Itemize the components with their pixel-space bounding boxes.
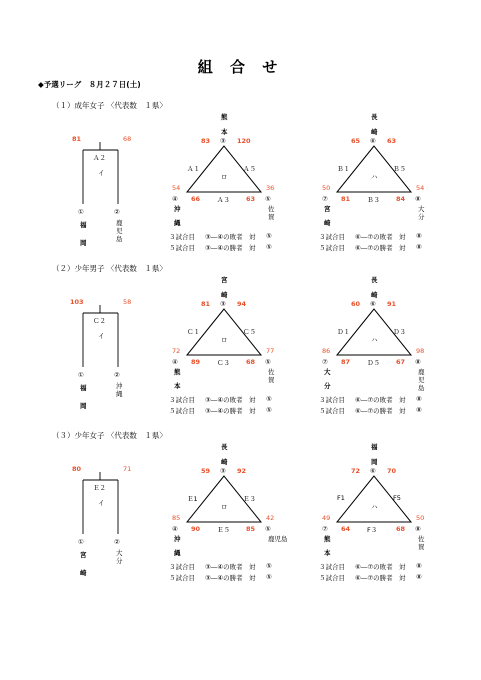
top-team-num: ⑥ (370, 137, 376, 145)
bottom-left-score-outer: 86 (322, 347, 331, 355)
bottom-right-score-outer: 54 (416, 184, 425, 192)
bottom-right-num: ⑧ (415, 358, 421, 366)
bottom-right-score-inner: 84 (396, 195, 406, 203)
bottom-left-team-char: 沖 (174, 535, 181, 543)
note-vs: 対 (249, 233, 256, 241)
bottom-right-num: ⑧ (415, 525, 421, 533)
top-team-char: 長 (221, 443, 228, 451)
note-team: ⑧ (416, 243, 422, 251)
bracket-right-num: ② (114, 371, 120, 379)
group-center: ハ (371, 336, 378, 344)
note-match: ３試合目 (169, 233, 195, 241)
left-match-code: Ｅ1 (187, 495, 198, 503)
note-desc: ③―④の敗者 (205, 233, 243, 241)
top-left-score: 60 (351, 300, 361, 308)
right-match-code: Ｄ３ (393, 328, 406, 336)
bracket-left-team-char: 福 (80, 221, 87, 229)
bracket-right-team-char: 鹿 (116, 219, 123, 227)
bracket-right-team-char: 縄 (116, 390, 123, 398)
bottom-right-num: ⑤ (265, 358, 271, 366)
bracket-match-code: Ａ２ (93, 154, 106, 162)
bottom-right-team-char: 賀 (268, 376, 275, 384)
bottom-left-score-outer: 85 (172, 514, 181, 522)
bottom-left-team-char: 縄 (174, 219, 181, 227)
bracket-group: イ (98, 499, 105, 507)
bracket-right-team-char: 大 (116, 549, 123, 557)
note-vs: 対 (249, 244, 256, 252)
bottom-match-code: Ｃ３ (217, 359, 230, 367)
top-team-num: ⑥ (370, 300, 376, 308)
note-vs: 対 (399, 563, 406, 571)
bottom-right-team-char: 児 (418, 376, 425, 384)
bottom-left-num: ④ (172, 358, 178, 366)
note-vs: 対 (249, 563, 256, 571)
bottom-right-team-char: 賀 (268, 213, 275, 221)
note-vs: 対 (399, 396, 406, 404)
bracket-left-team-char: 崎 (80, 569, 87, 577)
bottom-left-team-char: 崎 (324, 219, 331, 227)
bottom-right-score-outer: 77 (266, 347, 275, 355)
note-match: ３試合目 (169, 563, 195, 571)
note-desc: ③―④の勝者 (205, 407, 243, 415)
top-left-score: 59 (201, 467, 211, 475)
note-match: ３試合目 (319, 563, 345, 571)
bottom-right-score-outer: 50 (416, 514, 425, 522)
note-desc: ⑥―⑦の敗者 (355, 233, 393, 241)
bottom-left-team-char: 熊 (174, 368, 181, 376)
bracket-left-team-char: 岡 (80, 239, 87, 247)
top-left-score: 72 (351, 467, 361, 475)
bracket-left-team-char: 宮 (80, 551, 87, 559)
bottom-left-team-char: 縄 (174, 549, 181, 557)
note-desc: ⑥―⑦の勝者 (355, 244, 393, 252)
bracket-left-team-char: 岡 (80, 402, 87, 410)
note-desc: ③―④の勝者 (205, 244, 243, 252)
bottom-match-code: Ｄ５ (367, 359, 380, 367)
top-team-char: 長 (371, 276, 378, 284)
note-team: ⑧ (416, 406, 422, 414)
bottom-right-score-outer: 42 (266, 514, 275, 522)
top-right-score: 120 (237, 137, 251, 145)
bottom-left-team-char: 大 (324, 368, 331, 376)
bottom-left-score-outer: 49 (322, 514, 331, 522)
bracket-right-team-char: 分 (116, 557, 123, 565)
bottom-right-score-inner: 63 (246, 195, 256, 203)
bottom-right-num: ⑧ (415, 195, 421, 203)
bottom-left-team-char: 熊 (324, 535, 331, 543)
bracket-left-num: ① (78, 371, 84, 379)
note-match: ５試合目 (319, 407, 345, 415)
note-vs: 対 (399, 244, 406, 252)
bracket-left-num: ① (78, 538, 84, 546)
bracket-right-score: 71 (123, 465, 132, 473)
right-match-code: F5 (393, 494, 401, 502)
right-match-code: Ｂ５ (393, 165, 406, 173)
bottom-right-score-inner: 68 (246, 358, 256, 366)
note-vs: 対 (399, 574, 406, 582)
bottom-right-score-outer: 36 (266, 184, 275, 192)
top-right-score: 94 (237, 300, 247, 308)
top-team-num: ③ (220, 467, 226, 475)
bottom-left-score-inner: 64 (341, 525, 351, 533)
bracket-right-team-char: 島 (116, 235, 123, 243)
section-heading: （２）少年男子 〈代表数 １県〉 (52, 264, 167, 273)
section-heading: （１）成年女子 〈代表数 １県〉 (52, 101, 167, 110)
top-left-score: 83 (201, 137, 211, 145)
section-heading: （３）少年女子 〈代表数 １県〉 (52, 431, 167, 440)
bracket-left-num: ① (78, 208, 84, 216)
bottom-left-team-char: 分 (324, 382, 331, 390)
top-team-char: 崎 (371, 128, 378, 136)
bottom-left-score-outer: 50 (322, 184, 331, 192)
bottom-left-score-inner: 90 (191, 525, 201, 533)
note-team: ⑧ (416, 232, 422, 240)
right-match-code: Ｃ５ (243, 328, 256, 336)
left-match-code: Ａ１ (187, 165, 200, 173)
note-team: ⑤ (266, 243, 272, 251)
bracket-left-score: 81 (72, 135, 82, 143)
bracket-left-score: 80 (72, 465, 82, 473)
note-vs: 対 (249, 574, 256, 582)
note-desc: ③―④の敗者 (205, 563, 243, 571)
bottom-right-num: ⑤ (265, 195, 271, 203)
page-title: 組 合 せ (197, 58, 284, 76)
bottom-left-num: ⑦ (322, 195, 328, 203)
bottom-left-score-inner: 81 (341, 195, 351, 203)
note-match: ３試合目 (319, 396, 345, 404)
note-match: ５試合目 (319, 244, 345, 252)
bracket-match-code: Ｅ２ (93, 484, 106, 492)
bottom-left-num: ⑦ (322, 358, 328, 366)
note-match: ３試合目 (169, 396, 195, 404)
note-vs: 対 (249, 407, 256, 415)
bottom-match-code: Ｂ３ (367, 196, 380, 204)
bottom-right-score-outer: 98 (416, 347, 425, 355)
bottom-left-team-char: 本 (324, 549, 331, 557)
bottom-right-team-char: 島 (418, 384, 425, 392)
bottom-left-score-inner: 89 (191, 358, 201, 366)
note-desc: ⑥―⑦の敗者 (355, 563, 393, 571)
top-team-char: 岡 (371, 458, 378, 466)
top-team-char: 熊 (221, 113, 228, 121)
bottom-match-code: F３ (367, 526, 378, 534)
bottom-right-team-char: 佐 (268, 205, 275, 213)
bottom-left-team-char: 本 (174, 382, 181, 390)
bottom-left-team-char: 宮 (324, 205, 331, 213)
note-match: ５試合目 (319, 574, 345, 582)
bottom-left-score-inner: 66 (191, 195, 201, 203)
top-team-char: 福 (371, 443, 378, 451)
bottom-left-num: ④ (172, 525, 178, 533)
right-match-code: Ｅ３ (243, 495, 256, 503)
top-left-score: 81 (201, 300, 211, 308)
note-desc: ③―④の敗者 (205, 396, 243, 404)
bottom-left-score-inner: 87 (341, 358, 351, 366)
top-team-char: 本 (221, 128, 228, 136)
group-center: ハ (371, 503, 378, 511)
top-right-score: 70 (387, 467, 397, 475)
note-desc: ⑥―⑦の敗者 (355, 396, 393, 404)
note-match: ３試合目 (319, 233, 345, 241)
bottom-right-score-inner: 68 (396, 525, 406, 533)
note-team: ⑤ (266, 562, 272, 570)
bracket-right-score: 58 (123, 298, 132, 306)
bottom-left-score-outer: 72 (172, 347, 181, 355)
top-team-num: ③ (220, 137, 226, 145)
subtitle: ◆予選リーグ ８月２７日(土) (38, 80, 141, 89)
bracket-right-score: 68 (123, 135, 132, 143)
bottom-right-score-inner: 67 (396, 358, 406, 366)
top-team-char: 崎 (371, 291, 378, 299)
note-desc: ⑥―⑦の勝者 (355, 574, 393, 582)
bracket-group: イ (98, 332, 105, 340)
group-center: ハ (371, 173, 378, 181)
bracket-right-num: ② (114, 538, 120, 546)
note-match: ５試合目 (169, 574, 195, 582)
top-right-score: 91 (387, 300, 397, 308)
top-team-char: 長 (371, 113, 378, 121)
note-team: ⑤ (266, 395, 272, 403)
note-team: ⑤ (266, 232, 272, 240)
note-team: ⑤ (266, 573, 272, 581)
note-desc: ③―④の勝者 (205, 574, 243, 582)
top-left-score: 65 (351, 137, 361, 145)
note-match: ５試合目 (169, 407, 195, 415)
note-team: ⑧ (416, 395, 422, 403)
bottom-right-team-char: 賀 (418, 543, 425, 551)
bottom-right-team-char: 分 (418, 213, 425, 221)
top-team-char: 宮 (221, 276, 228, 284)
top-team-num: ③ (220, 300, 226, 308)
bracket-right-team-char: 沖 (116, 382, 123, 390)
right-match-code: Ａ５ (243, 165, 256, 173)
left-match-code: F1 (337, 494, 345, 502)
top-right-score: 63 (387, 137, 397, 145)
top-team-char: 崎 (221, 291, 228, 299)
bottom-right-team-char: 大 (418, 205, 425, 213)
bottom-right-num: ⑤ (265, 525, 271, 533)
bottom-left-score-outer: 54 (172, 184, 181, 192)
top-team-num: ⑥ (370, 467, 376, 475)
bottom-left-num: ⑦ (322, 525, 328, 533)
bottom-match-code: Ｅ５ (217, 526, 230, 534)
note-vs: 対 (399, 233, 406, 241)
note-vs: 対 (399, 407, 406, 415)
group-center: ロ (221, 336, 228, 344)
bottom-right-team-char: 佐 (268, 368, 275, 376)
bracket-left-team-char: 福 (80, 384, 87, 392)
left-match-code: Ｄ１ (337, 328, 350, 336)
bracket-left-score: 103 (70, 298, 84, 306)
top-team-char: 崎 (221, 458, 228, 466)
top-right-score: 92 (237, 467, 247, 475)
left-match-code: Ｃ１ (187, 328, 200, 336)
note-desc: ⑥―⑦の勝者 (355, 407, 393, 415)
note-team: ⑤ (266, 406, 272, 414)
bottom-right-team-char: 鹿児島 (268, 535, 288, 543)
bottom-right-team-char: 鹿 (418, 368, 425, 376)
bracket-right-num: ② (114, 208, 120, 216)
bracket-match-code: Ｃ２ (93, 317, 106, 325)
bracket-group: イ (98, 169, 105, 177)
bottom-right-team-char: 佐 (418, 535, 425, 543)
bottom-match-code: Ａ３ (217, 196, 230, 204)
bottom-left-num: ④ (172, 195, 178, 203)
left-match-code: Ｂ１ (337, 165, 350, 173)
note-team: ⑧ (416, 573, 422, 581)
note-match: ５試合目 (169, 244, 195, 252)
bracket-right-team-char: 児 (116, 227, 123, 235)
group-center: ロ (221, 503, 228, 511)
group-center: ロ (221, 173, 228, 181)
bottom-left-team-char: 沖 (174, 205, 181, 213)
note-team: ⑧ (416, 562, 422, 570)
note-vs: 対 (249, 396, 256, 404)
bottom-right-score-inner: 85 (246, 525, 256, 533)
